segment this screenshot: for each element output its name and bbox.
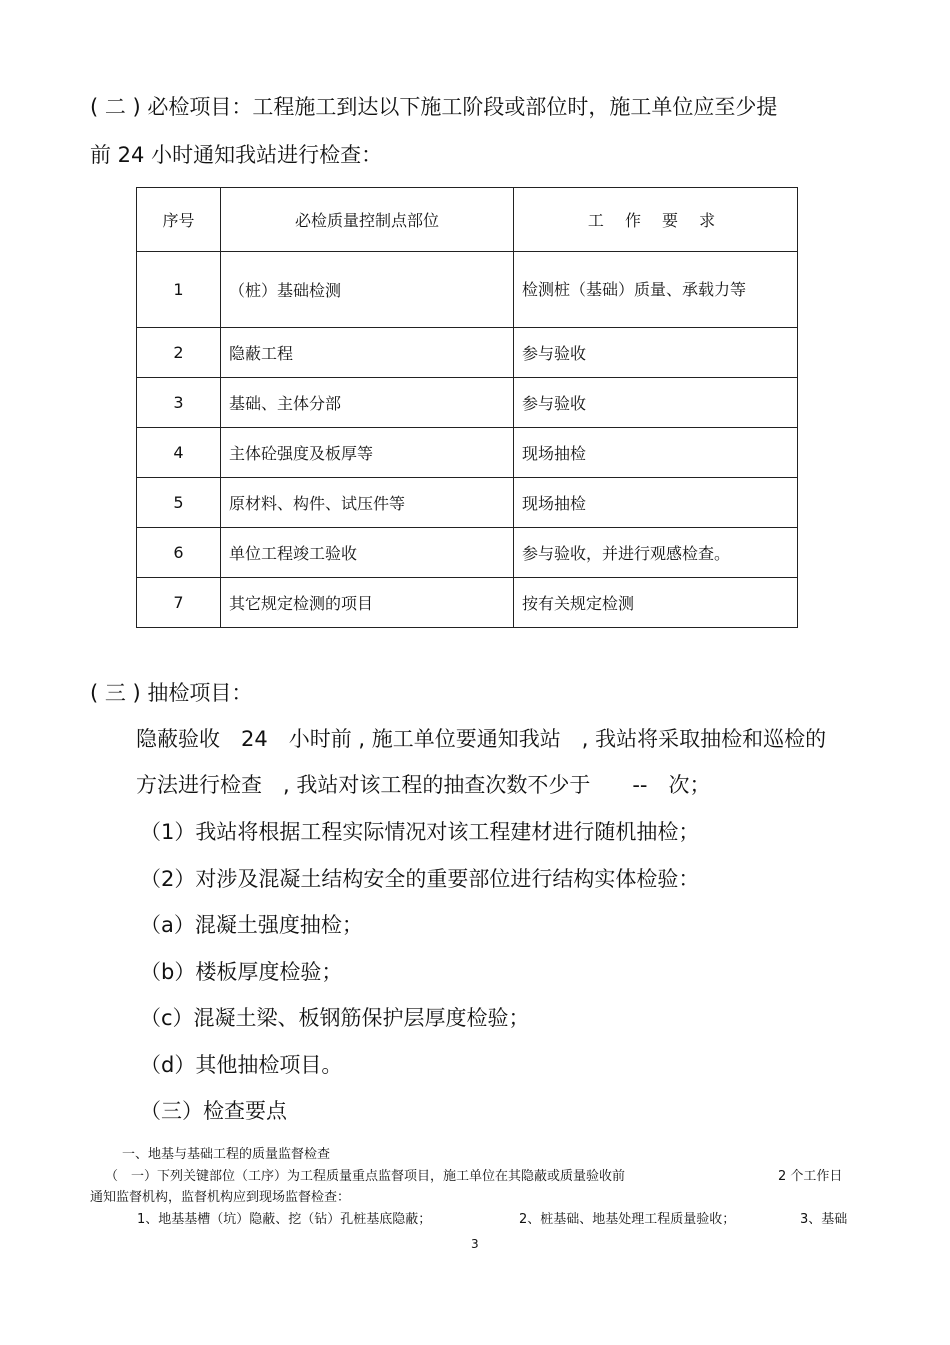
row-part: 主体砼强度及板厚等 (221, 428, 514, 478)
row-requirement (514, 252, 798, 328)
table-row (137, 478, 798, 528)
mandatory-checks-table (136, 187, 798, 628)
table-row (137, 252, 798, 328)
row-part: 隐蔽工程 (221, 328, 514, 378)
row-no: 3 (137, 378, 221, 428)
section3-paragraph-line2: 方法进行检查 , 我站对该工程的抽查次数不少于 -- 次； (136, 773, 711, 797)
table-row (137, 528, 798, 578)
table-row (137, 378, 798, 428)
page-number: 3 (471, 1237, 479, 1251)
footer-line3-b: 2、桩基础、地基处理工程质量验收； (519, 1212, 736, 1227)
section3-item-b: （b）楼板厚度检验； (140, 960, 343, 984)
row-requirement-text: 检测桩（基础）质量、承载力等 (522, 279, 747, 299)
footer-line1-right: 2 个工作日 (778, 1169, 843, 1184)
row-requirement: 参与验收，并进行观感检查。 (514, 528, 798, 578)
row-part: 基础、主体分部 (221, 378, 514, 428)
table-row (137, 428, 798, 478)
footer-section-title: 一、地基与基础工程的质量监督检查 (122, 1147, 331, 1162)
header-requirement: 工 作 要 求 (514, 188, 798, 252)
row-part: （桩）基础检测 (221, 252, 514, 328)
row-part: 其它规定检测的项目 (221, 578, 514, 628)
row-no: 1 (137, 252, 221, 328)
header-no: 序号 (137, 188, 221, 252)
section3-heading: ( 三 ) 抽检项目： (90, 681, 253, 705)
row-requirement: 参与验收 (514, 328, 798, 378)
footer-line2: 通知监督机构，监督机构应到现场监督检查： (90, 1190, 351, 1205)
table-row (137, 578, 798, 628)
row-part: 原材料、构件、试压件等 (221, 478, 514, 528)
row-no: 7 (137, 578, 221, 628)
section2-heading-line1: ( 二 ) 必检项目：工程施工到达以下施工阶段或部位时，施工单位应至少提 (90, 95, 778, 119)
section3-item-key-points: （三）检查要点 (140, 1099, 287, 1123)
row-no: 5 (137, 478, 221, 528)
row-no: 2 (137, 328, 221, 378)
row-part: 单位工程竣工验收 (221, 528, 514, 578)
section3-item-1: （1）我站将根据工程实际情况对该工程建材进行随机抽检； (140, 820, 700, 844)
row-no: 6 (137, 528, 221, 578)
section3-paragraph-line1: 隐蔽验收 24 小时前 , 施工单位要通知我站 , 我站将采取抽检和巡检的 (136, 727, 827, 751)
section2-heading-line2: 前 24 小时通知我站进行检查： (90, 143, 383, 167)
row-requirement: 参与验收 (514, 378, 798, 428)
footer-line3-c: 3、基础 (800, 1212, 848, 1227)
section3-item-a: （a）混凝土强度抽检； (140, 913, 363, 937)
header-part: 必检质量控制点部位 (221, 188, 514, 252)
section3-item-c: （c）混凝土梁、板钢筋保护层厚度检验； (140, 1006, 530, 1030)
row-requirement: 现场抽检 (514, 478, 798, 528)
section3-item-d: （d）其他抽检项目。 (140, 1053, 343, 1077)
table-header-row (137, 188, 798, 252)
section3-item-2: （2）对涉及混凝土结构安全的重要部位进行结构实体检验： (140, 867, 700, 891)
table-row (137, 328, 798, 378)
row-no: 4 (137, 428, 221, 478)
footer-line3-a: 1、地基基槽（坑）隐蔽、挖（钻）孔桩基底隐蔽； (137, 1212, 432, 1227)
footer-line1-left: （ 一）下列关键部位（工序）为工程质量重点监督项目，施工单位在其隐蔽或质量验收前 (105, 1169, 626, 1184)
row-requirement: 按有关规定检测 (514, 578, 798, 628)
row-requirement: 现场抽检 (514, 428, 798, 478)
